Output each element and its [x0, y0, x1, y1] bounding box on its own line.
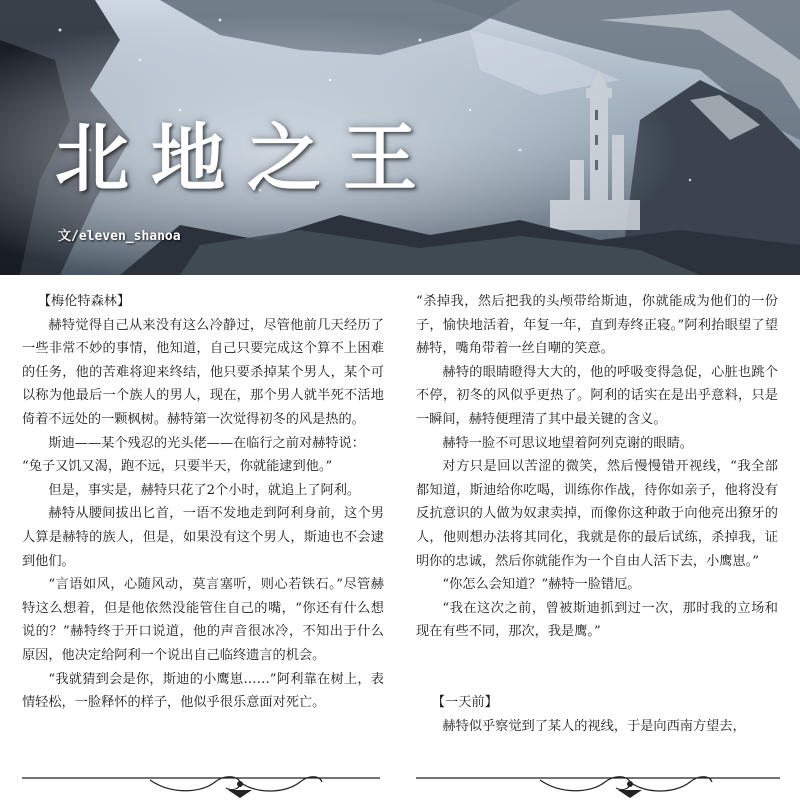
- section-heading-one-day-ago: 【一天前】: [431, 694, 498, 710]
- paragraph: “杀掉我，然后把我的头颅带给斯迪，你就能成为他们的一份子，愉快地活着，年复一年，直到寿终正寝。”阿利抬眼望了望赫特，嘴角带着一丝自嘲的笑意。: [416, 294, 778, 357]
- paragraph: “你怎么会知道？”赫特一脸错厄。: [442, 577, 641, 593]
- paragraph: 赫特一脸不可思议地望着阿列克谢的眼睛。: [442, 435, 693, 451]
- author-byline: 文/eleven_shanoa: [58, 229, 181, 244]
- banner-image: [0, 0, 800, 275]
- paragraph: 对方只是回以苦涩的微笑，然后慢慢错开视线，“我全部都知道，斯迪给你吃喝，训练你作战，待你如亲子，他将没有反抗意识的人做为奴隶卖掉，而像你这种敢于向他亮出獠牙的人，他则想办法将其同化，我就是你的最后试练，杀掉我，证明你的忠诚，然后你就能作为一个自由人活下去，小鹰崽。”: [416, 459, 778, 569]
- paragraph: “兔子又饥又渴，跑不远，只要半天，你就能逮到他。”: [22, 459, 333, 475]
- footer-ornament: [0, 768, 800, 800]
- ornament-dot-left: [237, 781, 243, 787]
- ornament-dot-right: [627, 781, 633, 787]
- ornament-drop-right: [618, 790, 642, 798]
- ornament-drop-left: [228, 790, 252, 798]
- paragraph: “我在这次之前，曾被斯迪抓到过一次，那时我的立场和现在有些不同，那次，我是鹰。”: [416, 600, 778, 640]
- paragraph: 赫特觉得自己从来没有这么冷静过，尽管他前几天经历了一些非常不妙的事情，他知道，自己只要完成这个算不上困难的任务，他的苦难将迎来终结，他只要杀掉某个男人，某个可以称为他最后一个族人的男人，现在，那个男人就半死不活地倚着不远处的一颗枫树。赫特第一次觉得初冬的风是热的。: [22, 317, 384, 427]
- paragraph: “言语如风，心随风动，莫言塞听，则心若铁石。”尽管赫特这么想着，但是他依然没能管住自己的嘴，“你还有什么想说的？”赫特终于开口说道，他的声音很冰冷，不知出于什么原因，他决定给阿利一个说出自己临终遗言的机会。: [22, 577, 384, 663]
- paragraph: 赫特似乎察觉到了某人的视线，于是向西南方望去，: [442, 718, 746, 734]
- flourish-left: [150, 777, 240, 791]
- left-text-column: [22, 290, 384, 715]
- paragraph: “我就猜到会是你，斯迪的小鹰崽……”阿利靠在树上，表情轻松，一脸释怀的样子，他似乎很乐意面对死亡。: [22, 671, 384, 711]
- paragraph: 斯迪——某个残忍的光头佬——在临行之前对赫特说：: [48, 435, 365, 451]
- article-title: 北地之王: [55, 116, 439, 202]
- paragraph: 赫特从腰间拔出匕首，一语不发地走到阿利身前，这个男人算是赫特的族人，但是，如果没有这个男人，斯迪也不会逮到他们。: [22, 506, 384, 569]
- flourish-right: [540, 777, 630, 791]
- paragraph: 但是，事实是，赫特只花了2个小时，就追上了阿利。: [48, 482, 361, 498]
- paragraph-spacer: [416, 644, 778, 691]
- flourish-left-2: [240, 777, 322, 791]
- flourish-right-2: [630, 777, 712, 791]
- right-text-column: [416, 290, 778, 738]
- section-heading-forest: 【梅伦特森林】: [37, 294, 131, 309]
- paragraph: 赫特的眼睛瞪得大大的，他的呼吸变得急促，心脏也跳个不停，初冬的风似乎更热了。阿利的话实在是出乎意料，只是一瞬间，赫特便理清了其中最关键的含义。: [416, 364, 778, 427]
